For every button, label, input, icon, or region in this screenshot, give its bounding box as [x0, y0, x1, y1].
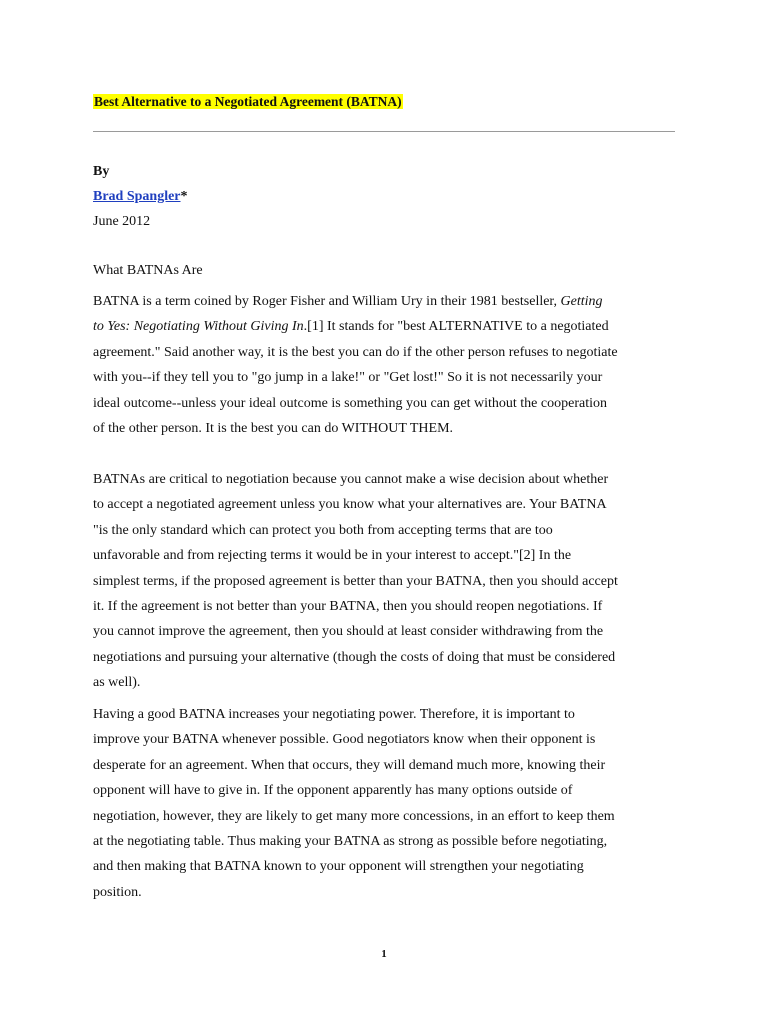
document-title	[93, 94, 403, 110]
author-line	[93, 188, 188, 206]
title-divider	[93, 131, 675, 132]
paragraph-line: of the other person. It is the best you can do WITHOUT THEM.	[93, 421, 454, 437]
title-highlight: Best Alternative to a Negotiated Agreement (BATNA)	[94, 94, 402, 109]
paragraph-line: opponent will have to give in. If the opponent apparently has many options outside of	[93, 783, 573, 799]
paragraph-line: to accept a negotiated agreement unless you know what your alternatives are. Your BATNA	[93, 497, 607, 513]
paragraph-3	[93, 702, 683, 905]
paragraph-line: to Yes: Negotiating Without Giving In.[1] It stands for "best ALTERNATIVE to a negotiated	[93, 319, 609, 335]
section-heading: What BATNAs Are	[93, 263, 203, 278]
paragraph-line: at the negotiating table. Thus making your BATNA as strong as possible before negotiating,	[93, 834, 608, 850]
paragraph-line: improve your BATNA whenever possible. Good negotiators know when their opponent is	[93, 732, 596, 748]
paragraph-line: desperate for an agreement. When that occurs, they will demand much more, knowing their	[93, 757, 606, 773]
paragraph-1	[93, 289, 683, 441]
paragraph-line: position.	[93, 884, 142, 900]
author-link[interactable]: Brad Spangler	[93, 189, 181, 204]
book-title-part: to Yes: Negotiating Without Giving In	[93, 319, 304, 335]
paragraph-line: "is the only standard which can protect you both from accepting terms that are too	[93, 522, 553, 538]
paragraph-line: negotiations and pursuing your alternative (though the costs of doing that must be considered	[93, 649, 616, 665]
paragraph-line: agreement." Said another way, it is the best you can do if the other person refuses to negotiate	[93, 344, 618, 360]
paragraph-line: unfavorable and from rejecting terms it would be in your interest to accept."[2] In the	[93, 548, 572, 564]
book-title-part: Getting	[560, 294, 603, 309]
by-label: By	[93, 164, 110, 179]
paragraph-line: negotiation, however, they are likely to get many more concessions, in an effort to keep them	[93, 808, 615, 824]
paragraph-line: simplest terms, if the proposed agreement is better than your BATNA, then you should accept	[93, 573, 618, 589]
paragraph-line: and then making that BATNA known to your opponent will strengthen your negotiating	[93, 859, 584, 875]
paragraph-line: it. If the agreement is not better than your BATNA, then you should reopen negotiations. If	[93, 599, 603, 615]
paragraph-line: BATNA is a term coined by Roger Fisher and William Ury in their 1981 bestseller, Getting	[93, 294, 603, 309]
paragraph-line: BATNAs are critical to negotiation because you cannot make a wise decision about whether	[93, 472, 609, 487]
publication-date: June 2012	[93, 214, 151, 229]
author-footnote-marker: *	[180, 189, 188, 204]
paragraph-2	[93, 467, 683, 696]
paragraph-line: Having a good BATNA increases your negotiating power. Therefore, it is important to	[93, 707, 575, 722]
paragraph-line: with you--if they tell you to "go jump in a lake!" or "Get lost!" So it is not necessarily your	[93, 370, 603, 386]
paragraph-line: you cannot improve the agreement, then you should at least consider withdrawing from the	[93, 624, 604, 640]
paragraph-line: as well).	[93, 675, 141, 691]
page-number: 1	[381, 948, 387, 960]
paragraph-line: ideal outcome--unless your ideal outcome is something you can get without the cooperation	[93, 395, 607, 411]
